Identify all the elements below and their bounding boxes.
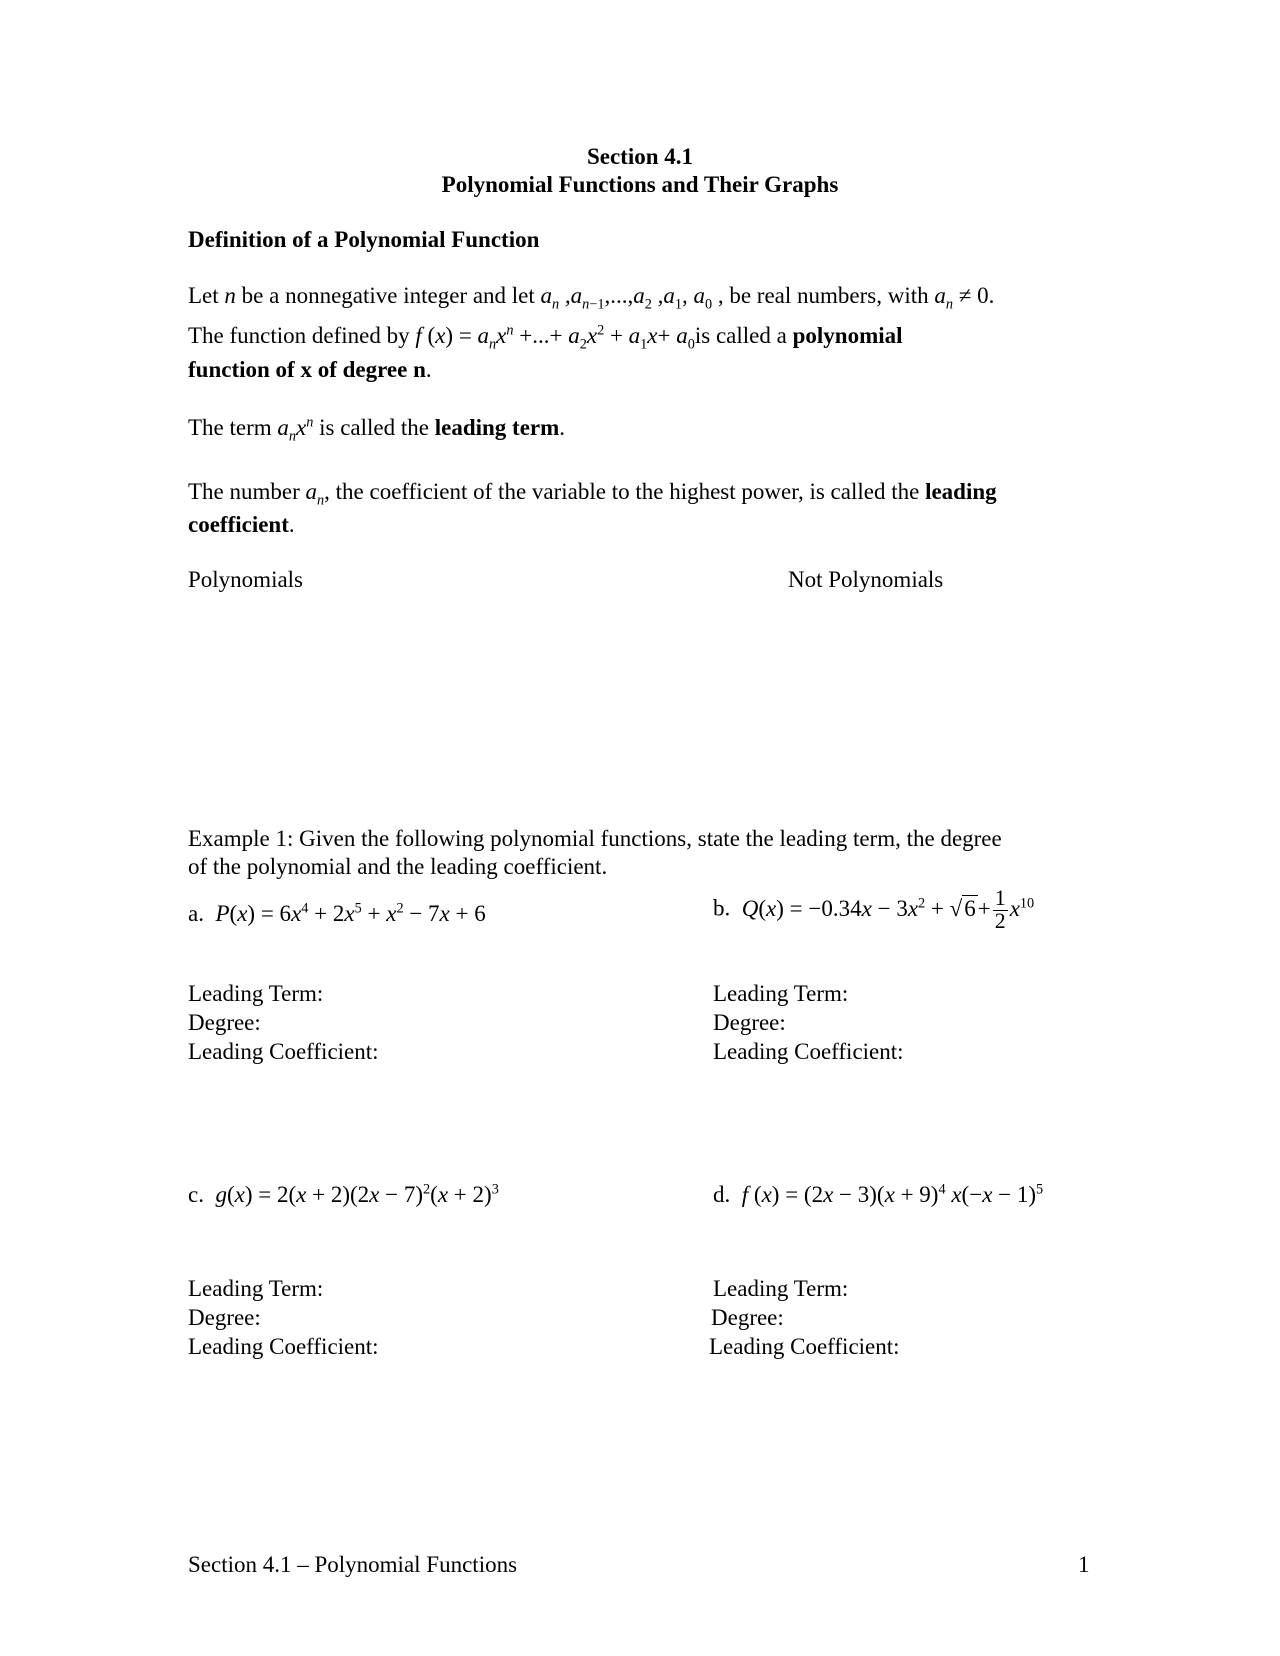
page-number: 1: [1078, 1552, 1090, 1577]
answer-block-a: [188, 980, 379, 1066]
polynomials-column-heading: Polynomials: [188, 567, 304, 592]
leading-term-label: Leading Term:: [188, 1276, 324, 1301]
problem-letter: b.: [713, 895, 731, 921]
def-text: , be real numbers, with: [717, 283, 935, 308]
def-text: is called a: [694, 323, 793, 348]
problem-a-formula: $P(x) = 6x^4 + 2x^5 + x^2 - 7x + 6$: [215, 900, 486, 926]
example-intro-line-1: Example 1: Given the following polynomial functions, state the leading term, the degree: [188, 826, 1002, 851]
problem-d-formula: f $(x) = (2x - 3)(x + 9)^4$ $x(-x - 1)^5$: [741, 1181, 1044, 1207]
leading-coefficient-label: Leading Coefficient:: [188, 1333, 379, 1359]
lc-bold: coefficient: [188, 512, 289, 537]
answer-block-d: [709, 1275, 900, 1361]
degree-label: Degree:: [713, 1009, 786, 1035]
lc-text: , the coefficient of the variable to the highest power, is called the: [324, 479, 926, 504]
answer-block-b: [713, 980, 904, 1066]
leading-term-label: Leading Term:: [713, 981, 849, 1006]
leading-term-label: Leading Term:: [713, 1276, 849, 1301]
leading-coefficient-label: Leading Coefficient:: [709, 1333, 900, 1359]
degree-label: Degree:: [188, 1009, 261, 1035]
leading-coefficient-formula: $a_n$: [305, 479, 325, 509]
problem-d: [713, 1181, 1043, 1210]
leading-coefficient-label: Leading Coefficient:: [713, 1038, 904, 1064]
problem-letter: c.: [188, 1182, 204, 1207]
definition-line-1: [188, 282, 994, 311]
def-var-n: n: [224, 283, 236, 308]
section-number: Section 4.1: [586, 144, 694, 169]
leading-term-label: Leading Term:: [188, 981, 324, 1006]
definition-line-2: [188, 322, 903, 351]
def-text: .: [425, 357, 432, 382]
answer-block-c: [188, 1275, 379, 1361]
problem-b: [713, 888, 1034, 933]
def-bold-degree: function of x of degree n: [188, 357, 426, 382]
definition-heading: Definition of a Polynomial Function: [188, 227, 540, 252]
leading-coefficient-definition-2: [188, 511, 295, 540]
definition-line-3: [188, 356, 432, 385]
lt-text: is called the: [313, 415, 435, 440]
footer-section-label: Section 4.1 – Polynomial Functions: [188, 1552, 518, 1577]
degree-label: Degree:: [711, 1304, 784, 1330]
def-text: The function defined by: [188, 323, 416, 348]
nonzero-condition-formula: $a_n \ne 0$.: [934, 283, 995, 313]
lt-bold: leading term: [434, 415, 560, 440]
def-text: be a nonnegative integer and let: [235, 283, 541, 308]
not-polynomials-column-heading: Not Polynomials: [788, 567, 944, 592]
polynomial-general-formula: f $(x) = a_nx^n$ +...+ $a_2x^2 + a_1x+ a_0$: [415, 322, 695, 353]
lt-text: .: [559, 415, 566, 440]
problem-c: [188, 1181, 499, 1210]
leading-coefficient-label: Leading Coefficient:: [188, 1038, 379, 1064]
coefficient-list-formula: $a_n$ $,a_{n-1},...,a_2$ $,a_1$, $a_0$: [540, 283, 713, 313]
example-intro-line-2: of the polynomial and the leading coefficient.: [188, 854, 608, 879]
def-text: Let: [188, 283, 225, 308]
def-bold-polynomial: polynomial: [792, 323, 903, 348]
degree-label: Degree:: [188, 1304, 261, 1330]
lc-bold: leading: [925, 479, 997, 504]
lc-text: The number: [188, 479, 306, 504]
problem-letter: a.: [188, 901, 204, 926]
leading-coefficient-definition: [188, 478, 997, 507]
leading-term-definition: [188, 414, 565, 443]
problem-letter: d.: [713, 1182, 731, 1207]
problem-a: [188, 900, 486, 929]
problem-b-formula: $Q(x) = -0.34x - 3x^2 + √6+$ $\frac{1}{2}$ $x^{10}$: [741, 886, 1035, 933]
lc-text: .: [288, 512, 295, 537]
page-title: Polynomial Functions and Their Graphs: [441, 172, 839, 197]
lt-text: The term: [188, 415, 278, 440]
problem-c-formula: $g(x) = 2(x + 2)(2x - 7)^2(x + 2)^3$: [215, 1181, 499, 1207]
leading-term-formula: $a_nx^n$: [277, 414, 314, 445]
